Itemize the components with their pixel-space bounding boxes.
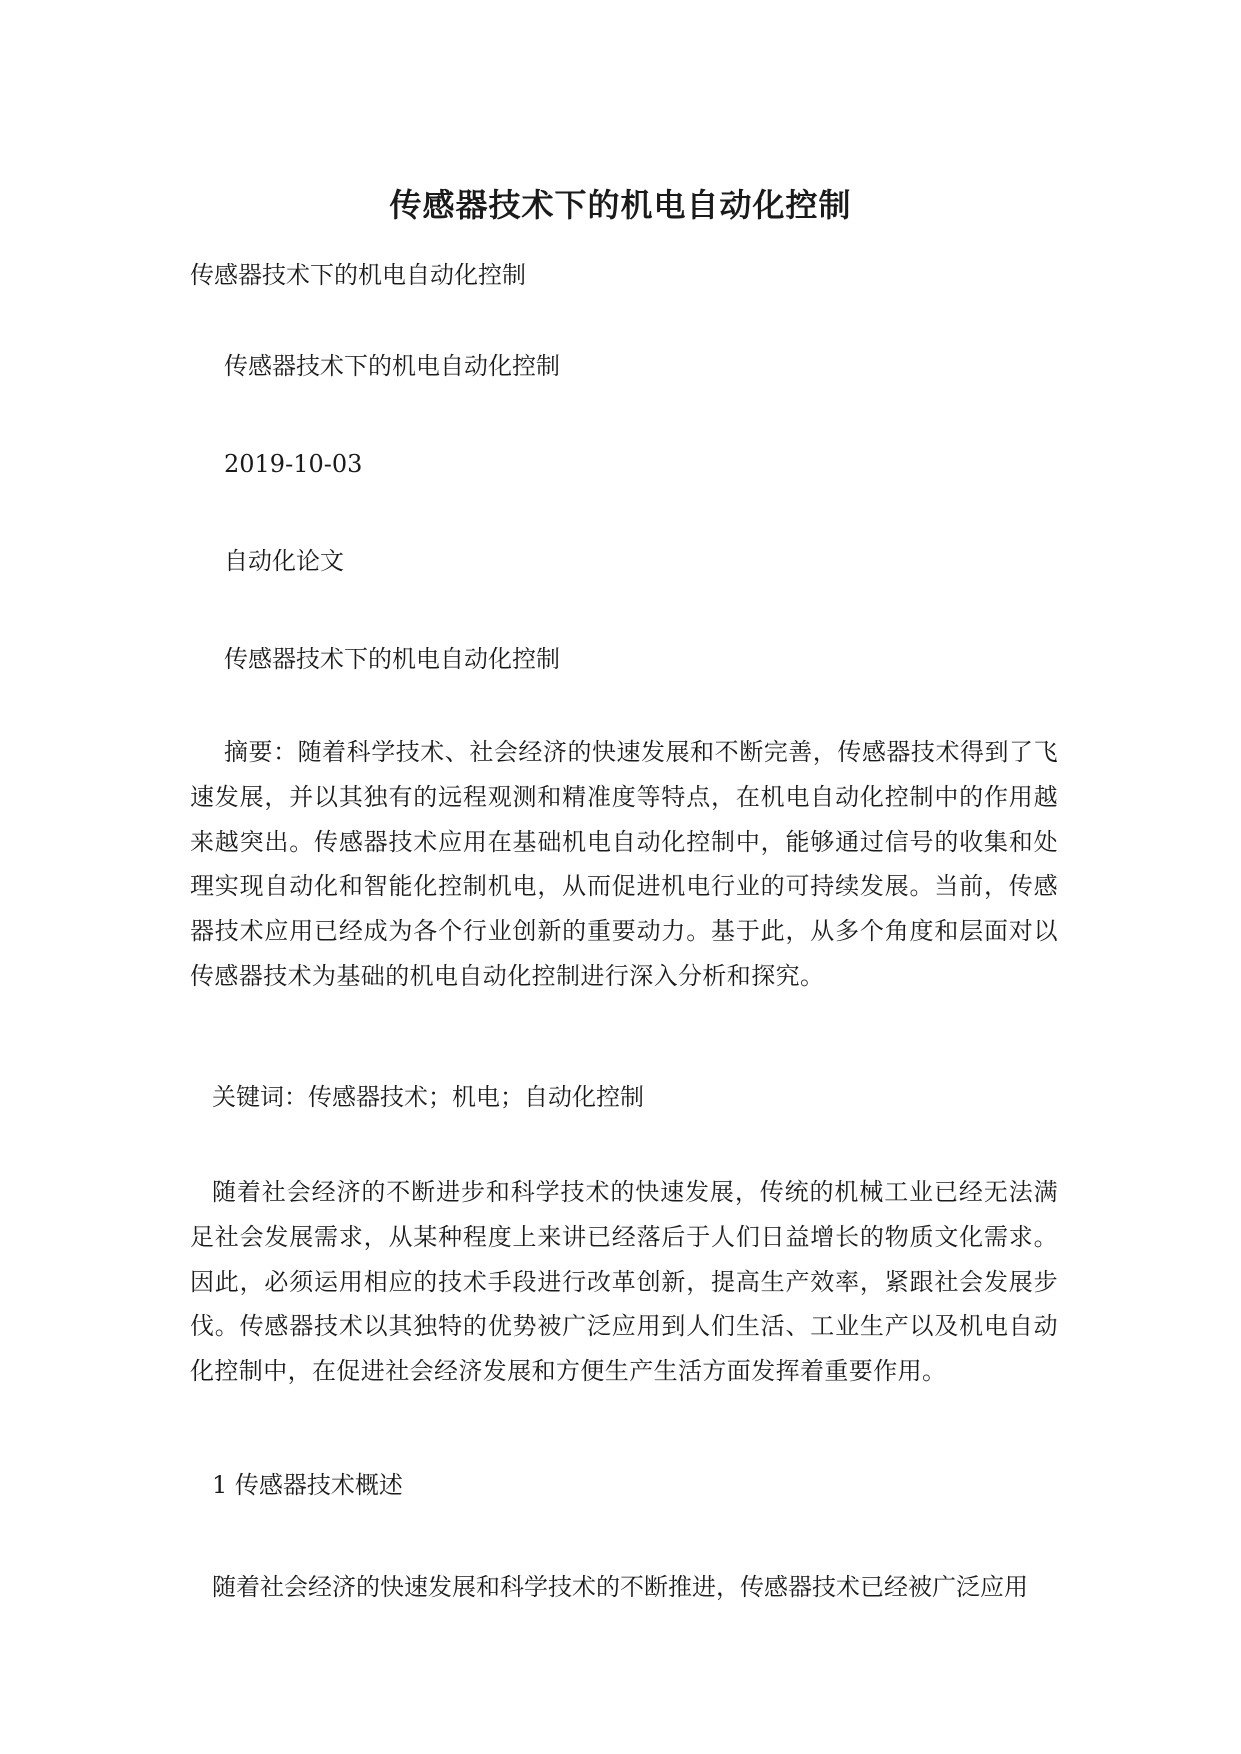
document-subtitle: 传感器技术下的机电自动化控制: [190, 261, 526, 289]
keywords-line: 关键词：传感器技术；机电；自动化控制: [212, 1083, 644, 1111]
document-title: 传感器技术下的机电自动化控制: [389, 186, 852, 224]
meta-title: 传感器技术下的机电自动化控制: [224, 352, 560, 380]
section-heading: 1 传感器技术概述: [212, 1471, 403, 1499]
section-paragraph-start: 随着社会经济的快速发展和科学技术的不断推进，传感器技术已经被广泛应用: [212, 1573, 1028, 1601]
article-title: 传感器技术下的机电自动化控制: [224, 645, 560, 673]
category-label: 自动化论文: [224, 547, 344, 575]
intro-paragraph: 随着社会经济的不断进步和科学技术的快速发展，传统的机械工业已经无法满足社会发展需求，从某种程度上来讲已经落后于人们日益增长的物质文化需求。因此，必须运用相应的技术手段进行改革创新，提高生产效率，紧跟社会发展步伐。传感器技术以其独特的优势被广泛应用到人们生活、工业生产以及机电自动化控制中，在促进社会经济发展和方便生产生活方面发挥着重要作用。: [190, 1178, 1058, 1386]
publish-date: 2019-10-03: [224, 450, 363, 478]
abstract-paragraph: 摘要：随着科学技术、社会经济的快速发展和不断完善，传感器技术得到了飞速发展，并以其独有的远程观测和精准度等特点，在机电自动化控制中的作用越来越突出。传感器技术应用在基础机电自动化控制中，能够通过信号的收集和处理实现自动化和智能化控制机电，从而促进机电行业的可持续发展。当前，传感器技术应用已经成为各个行业创新的重要动力。基于此，从多个角度和层面对以传感器技术为基础的机电自动化控制进行深入分析和探究。: [190, 738, 1058, 990]
